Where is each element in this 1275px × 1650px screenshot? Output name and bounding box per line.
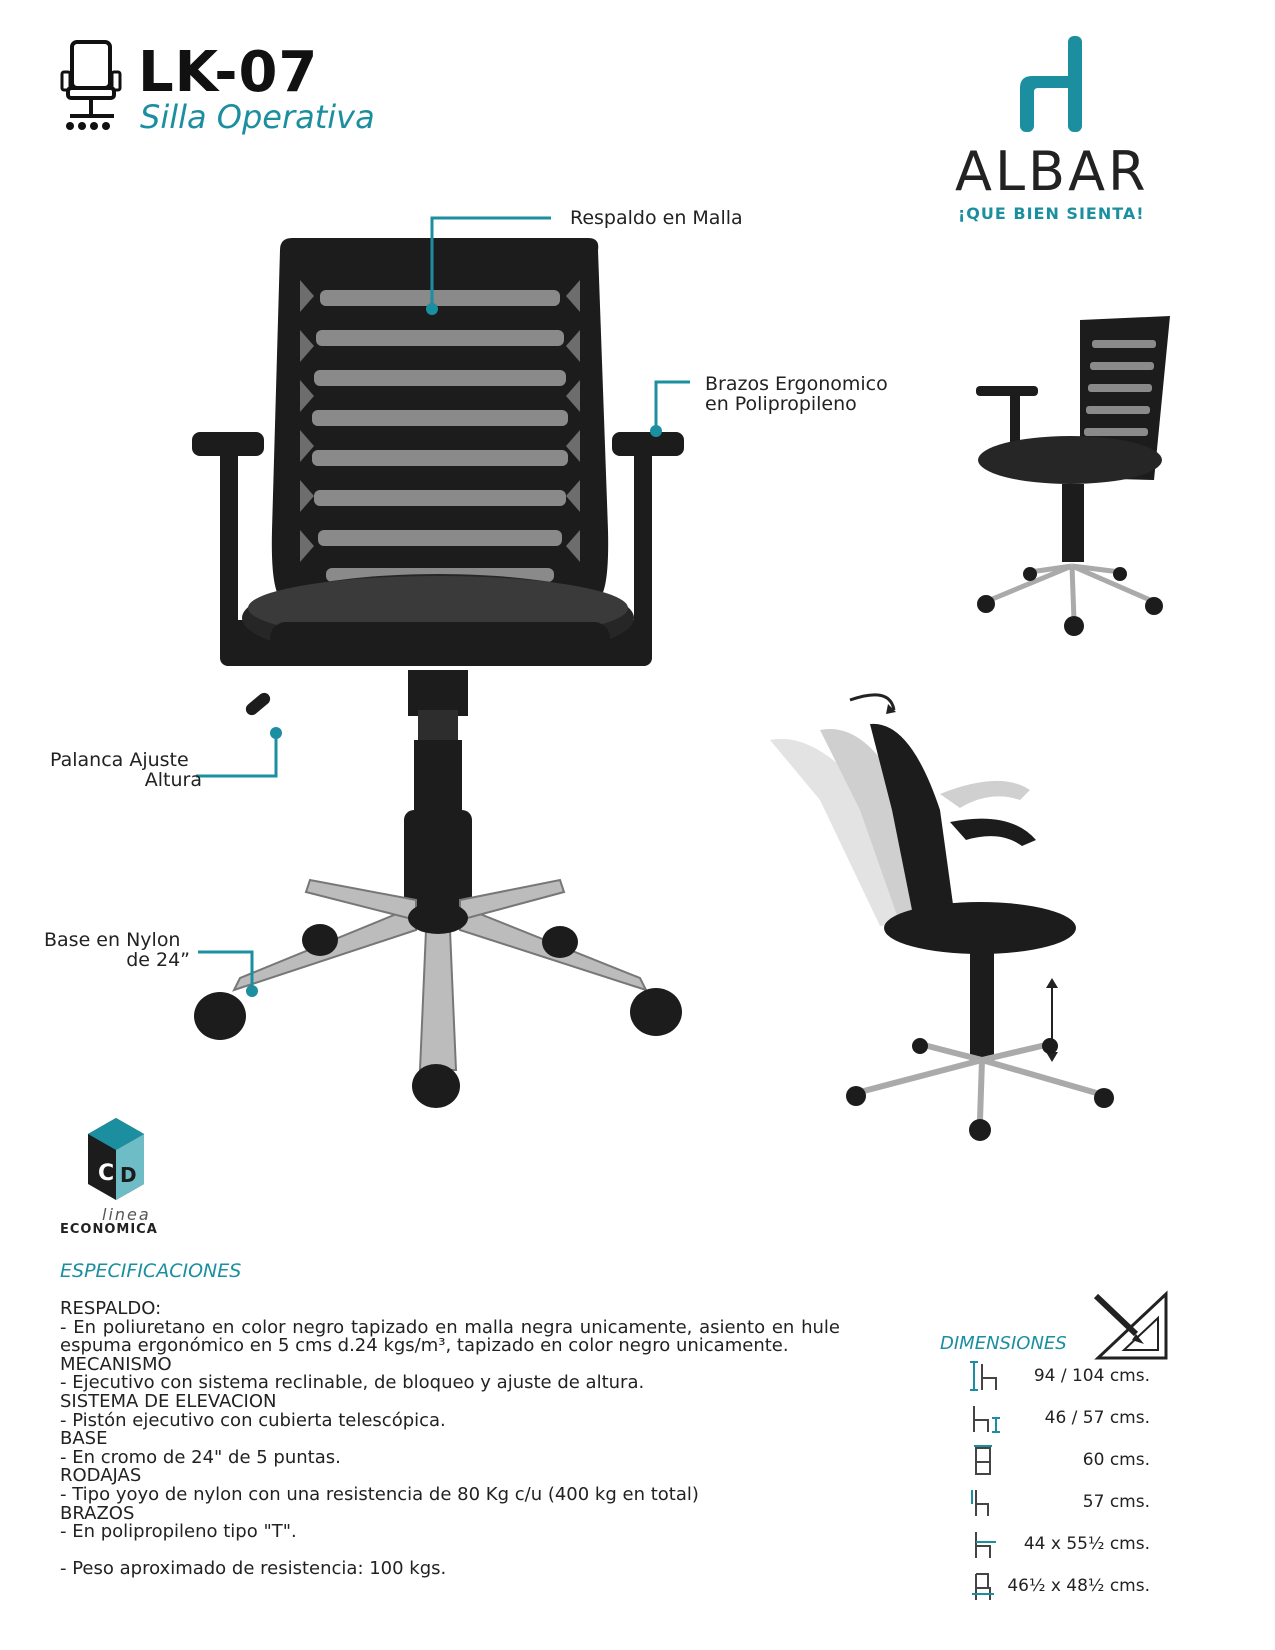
specs-title: ESPECIFICACIONES	[60, 1260, 242, 1282]
total-height-icon	[970, 1360, 1004, 1392]
dimension-value: 44 x 55½ cms.	[1023, 1534, 1150, 1554]
eco-line-text: linea	[102, 1205, 151, 1224]
callout-brazos-1: Brazos Ergonomico	[705, 373, 888, 395]
spec-row: RODAJAS	[60, 1465, 142, 1487]
callout-base-1: Base en Nylon	[44, 929, 181, 951]
spec-row: - En poliuretano en color negro tapizado en malla negra unicamente, asiento en hule espuma ergonómico en 5 cms d.24 kgs/m³, tapizado en color negro unicamente.	[60, 1316, 840, 1357]
dimension-row	[970, 1570, 1150, 1602]
specs-list	[60, 1300, 840, 1578]
chair-side-image	[970, 310, 1180, 640]
dimension-row	[970, 1360, 1150, 1392]
dimension-row	[970, 1444, 1150, 1476]
spec-row: - En polipropileno tipo "T".	[60, 1521, 297, 1543]
svg-text:C: C	[98, 1161, 115, 1186]
spec-row: BRAZOS	[60, 1502, 135, 1524]
dimension-row	[970, 1486, 1150, 1518]
spec-row: SISTEMA DE ELEVACION	[60, 1390, 277, 1412]
callout-palanca-1: Palanca Ajuste	[50, 749, 189, 771]
dimension-value: 94 / 104 cms.	[1033, 1366, 1150, 1386]
spec-row: - Tipo yoyo de nylon con una resistencia de 80 Kg c/u (400 kg en total)	[60, 1483, 699, 1505]
svg-text:D: D	[120, 1163, 137, 1187]
spec-row: RESPALDO:	[60, 1298, 162, 1319]
dimension-row	[970, 1528, 1150, 1560]
dimension-value: 46½ x 48½ cms.	[1007, 1576, 1150, 1596]
spec-row: BASE	[60, 1428, 108, 1450]
spec-row: - Peso aproximado de resistencia: 100 kgs.	[60, 1557, 447, 1579]
brand-name: ALBAR	[955, 140, 1149, 203]
spec-row: MECANISMO	[60, 1353, 172, 1375]
ruler-triangle-icon	[1092, 1290, 1172, 1366]
spec-row: - Ejecutivo con sistema reclinable, de bloqueo y ajuste de altura.	[60, 1372, 645, 1394]
spec-row: - En cromo de 24" de 5 puntas.	[60, 1446, 341, 1468]
eco-economica-text: ECONOMICA	[60, 1222, 158, 1237]
width-icon	[970, 1444, 1004, 1476]
chair-recline-image	[760, 690, 1120, 1170]
seat-height-icon	[970, 1402, 1004, 1434]
back-height-icon	[970, 1486, 1004, 1518]
dimension-value: 57 cms.	[1082, 1492, 1150, 1512]
model-subtitle: Silla Operativa	[140, 98, 375, 136]
brand-slogan: ¡QUE BIEN SIENTA!	[958, 204, 1145, 223]
spec-row: - Pistón ejecutivo con cubierta telescópica.	[60, 1409, 446, 1431]
depth-icon	[970, 1570, 1004, 1602]
linea-economica-logo-icon	[82, 1104, 152, 1204]
dimension-value: 46 / 57 cms.	[1044, 1408, 1150, 1428]
dimensions-title: DIMENSIONES	[940, 1333, 1067, 1354]
dimension-row	[970, 1402, 1150, 1434]
callout-respaldo: Respaldo en Malla	[570, 207, 743, 229]
callout-palanca-2: Altura	[144, 769, 202, 791]
seat-size-icon	[970, 1528, 1004, 1560]
callout-brazos-2: en Polipropileno	[705, 393, 857, 415]
dimension-value: 60 cms.	[1082, 1450, 1150, 1470]
callout-base-2: de 24”	[126, 949, 190, 971]
model-title: LK-07	[138, 40, 319, 105]
